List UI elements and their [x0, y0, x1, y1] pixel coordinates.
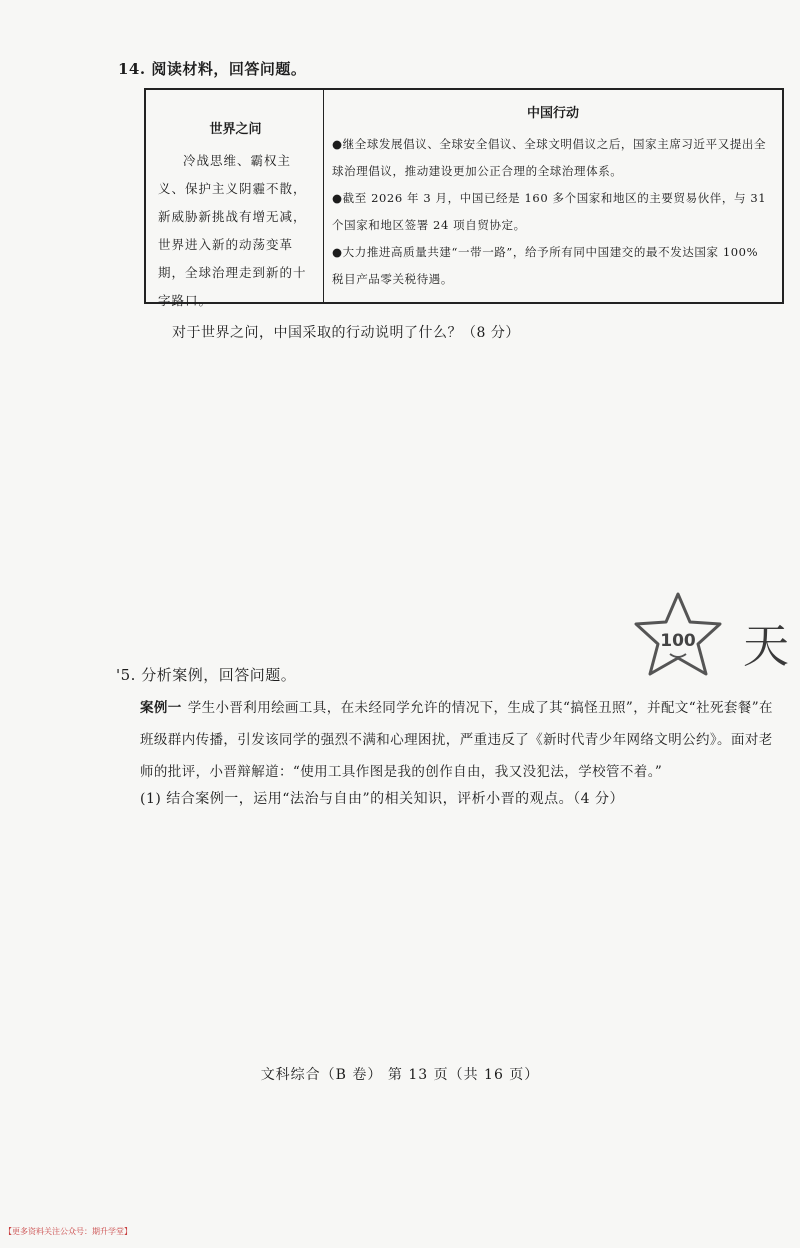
- smile-icon: [670, 654, 686, 657]
- china-action-item: ●截至 2026 年 3 月，中国已经是 160 多个国家和地区的主要贸易伙伴，与 31 个国家和地区签署 24 项自贸协定。: [332, 191, 767, 232]
- material-table: [144, 88, 784, 308]
- case-one-text: 学生小晋利用绘画工具，在未经同学允许的情况下，生成了其“搞怪丑照”，并配文“社死套餐”在班级群内传播，引发该同学的强烈不满和心理困扰，严重违反了《新时代青少年网络文明公约》。面对老师的批评，小晋辩解道：“使用工具作图是我的创作自由，我又没犯法，学校管不着。”: [140, 700, 773, 780]
- stamp-char: 天: [743, 619, 789, 673]
- china-action-heading: 中国行动: [526, 106, 579, 121]
- world-question-column: [146, 90, 324, 308]
- page-footer: 文科综合（B 卷） 第 13 页（共 16 页）: [260, 1067, 540, 1083]
- question-14-title: 14. 阅读材料，回答问题。: [118, 60, 307, 78]
- question-15-title: '5. 分析案例，回答问题。: [116, 666, 297, 684]
- china-action-item: ●大力推进高质量共建“一带一路”，给予所有同中国建交的最不发达国家 100% 税目产品零关税待遇。: [332, 245, 759, 286]
- watermark-stamp: [616, 588, 800, 688]
- question-15-part-1: (1) 结合案例一，运用“法治与自由”的相关知识，评析小晋的观点。（4 分）: [140, 791, 624, 807]
- stamp-number: 100: [660, 631, 696, 651]
- world-question-heading: 世界之问: [209, 122, 262, 137]
- china-action-item: ●继全球发展倡议、全球安全倡议、全球文明倡议之后，国家主席习近平又提出全球治理倡议，推动建设更加公正合理的全球治理体系。: [332, 137, 767, 178]
- source-note: 【更多资料关注公众号：期升学堂】: [4, 1227, 132, 1236]
- question-14-prompt: 对于世界之问，中国采取的行动说明了什么？（8 分）: [172, 325, 520, 341]
- china-action-column: [324, 90, 782, 302]
- world-question-text: 冷战思维、霸权主义、保护主义阴霾不散，新威胁新挑战有增无减，世界进入新的动荡变革期，全球治理走到新的十字路口。: [158, 153, 307, 308]
- case-one-paragraph: [140, 692, 780, 788]
- case-one-label: 案例一: [140, 700, 182, 716]
